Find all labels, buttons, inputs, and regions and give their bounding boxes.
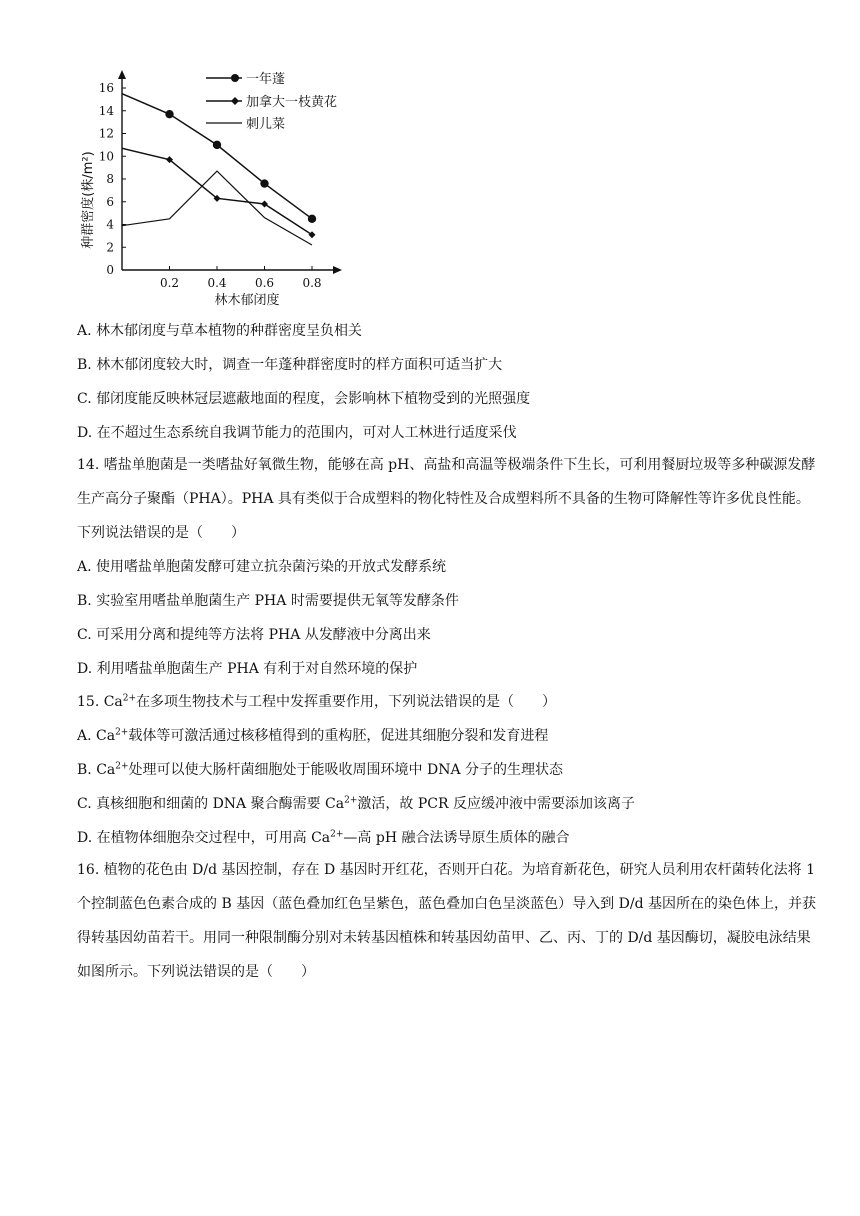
q15-option-d: D. 在植物体细胞杂交过程中，可用高 $Ca^{2+}—$高 pH 融合法诱导原生质体的融合 [77,829,570,846]
q14-option-a: A. 使用嗜盐单胞菌发酵可建立抗杂菌污染的开放式发酵系统 [77,559,447,575]
q15-option-a: A. $Ca^{2+}$载体等可激活通过核移植得到的重构胚，促进其细胞分裂和发育进程 [77,727,549,744]
data-point [260,179,268,187]
data-point [308,215,316,223]
y-tick-label: 10 [98,149,114,164]
data-point [165,110,173,118]
q13-option-c: C. 郁闭度能反映林冠层遮蔽地面的程度，会影响林下植物受到的光照强度 [77,391,531,407]
q14-option-c: C. 可采用分离和提纯等方法将 PHA 从发酵液中分离出来 [77,627,431,643]
y-axis-arrow [118,70,126,79]
q13-option-a: A. 林木郁闭度与草本植物的种群密度呈负相关 [77,323,363,339]
x-tick-label: 0.8 [302,276,322,290]
legend-diamond-marker [231,97,239,105]
x-axis-arrow [333,266,342,274]
x-axis-label: 林木郁闭度 [214,293,280,308]
y-axis-label: 种群密度(株/m²) [81,151,96,249]
y-tick-label: 6 [106,194,114,209]
y-tick-label: 12 [98,126,114,141]
population-density-chart [70,60,390,315]
y-tick-label: 0 [106,263,114,277]
q14-option-d: D. 利用嗜盐单胞菌生产 PHA 有利于对自然环境的保护 [77,661,418,677]
x-tick-label: 0.4 [207,276,227,290]
q15-stem: 15. $Ca^{2+}$在多项生物技术与工程中发挥重要作用，下列说法错误的是（ ） [77,693,557,710]
legend [206,71,337,132]
legend-entry-0: 一年蓬 [246,72,286,87]
y-tick-label: 8 [106,172,114,186]
data-point [213,141,221,149]
y-tick-label: 14 [98,103,114,118]
q14-option-b: B. 实验室用嗜盐单胞菌生产 PHA 时需要提供无氧等发酵条件 [77,593,459,609]
legend-circle-marker [231,74,239,82]
legend-entry-2: 刺儿菜 [246,117,286,132]
q14-stem: 14. 嗜盐单胞菌是一类嗜盐好氧微生物，能够在高 pH、高盐和高温等极端条件下生长，可利用餐厨垃圾等多种碳源发酵生产高分子聚酯（PHA）。PHA 具有类似于合成塑料的物化特性及合成塑料所不具备的生物可降解性等许多优良性能。下列说法错误的是（ ） [77,457,816,541]
x-tick-label: 0.2 [159,276,180,290]
q16-stem: 16. 植物的花色由 D/d 基因控制，存在 D 基因时开红花，否则开白花。为培育新花色，研究人员利用农杆菌转化法将 1 个控制蓝色色素合成的 B 基因（蓝色叠加红色呈紫色，蓝色叠加白色呈淡蓝色）导入到 D/d 基因所在的染色体上，并获得转基因幼苗若干。用同一种限制酶分别对未转基因植株和转基因幼苗甲、乙、丙、丁的 D/d 基因酶切，凝胶电泳结果如图所示。下列说法错误的是（ ） [77,862,816,980]
q15-option-c: C. 真核细胞和细菌的 DNA 聚合酶需要 $Ca^{2+}$激活，故 PCR 反应缓冲液中需要添加该离子 [77,795,635,812]
q13-option-b: B. 林木郁闭度较大时，调查一年蓬种群密度时的样方面积可适当扩大 [77,357,503,373]
x-tick-label: 0.6 [254,276,275,290]
y-tick-label: 4 [106,217,114,232]
q15-option-b: B. $Ca^{2+}$处理可以使大肠杆菌细胞处于能吸收周围环境中 DNA 分子的生理状态 [77,761,564,778]
q13-option-d: D. 在不超过生态系统自我调节能力的范围内，可对人工林进行适度采伐 [77,425,517,441]
legend-entry-1: 加拿大一枝黄花 [246,95,338,110]
series-line-2 [122,171,312,245]
y-tick-label: 16 [98,81,114,95]
y-tick-label: 2 [106,240,114,255]
